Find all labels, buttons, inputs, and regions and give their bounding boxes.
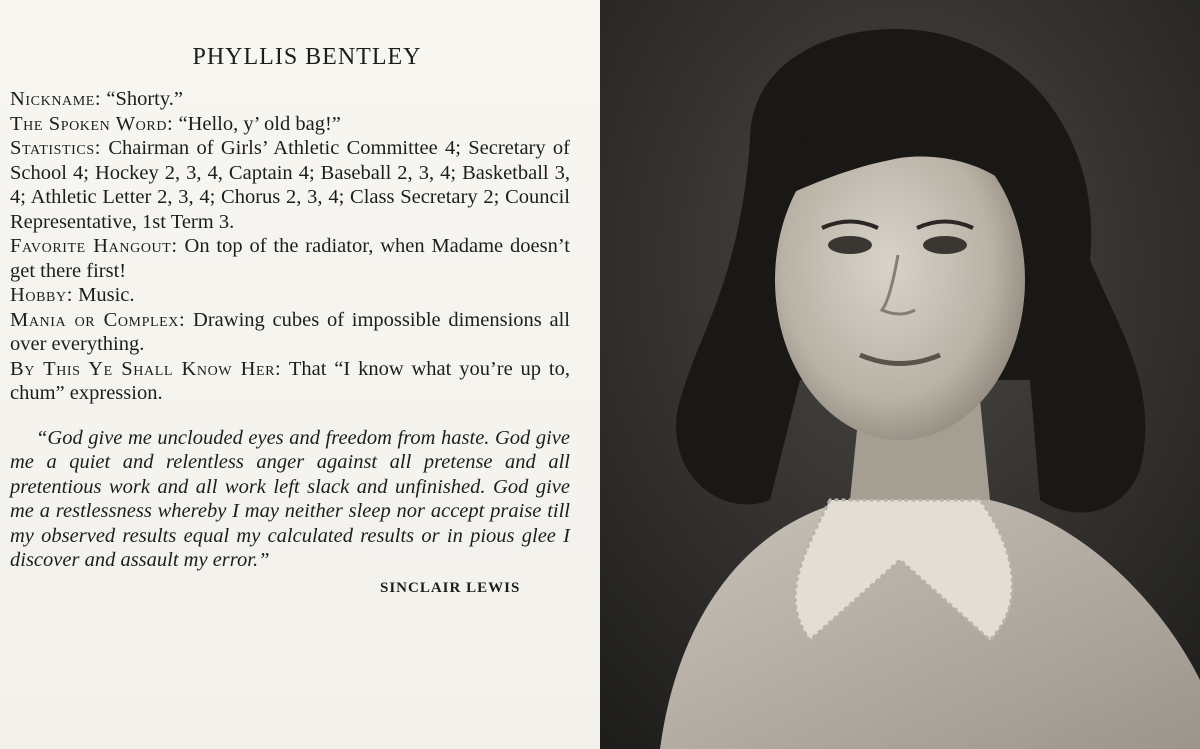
know-her-label: By This Ye Shall Know Her:: [10, 357, 282, 380]
mania-value: Drawing cubes of impossible dimensions all over everything.: [10, 308, 570, 355]
statistics-entry: [10, 136, 570, 234]
portrait-illustration: [600, 0, 1200, 749]
hobby-value: Music.: [73, 284, 135, 306]
spoken-word-value: “Hello, y’ old bag!”: [173, 112, 341, 135]
mania-entry: [10, 308, 570, 357]
know-her-entry: [10, 357, 570, 406]
hobby-label: Hobby:: [10, 284, 73, 306]
spoken-word-entry: [10, 112, 570, 137]
quote-author: SINCLAIR LEWIS: [380, 580, 521, 596]
hangout-value: On top of the radiator, when Madame doesn’t get there first!: [10, 235, 570, 282]
know-her-value: That “I know what you’re up to, chum” expression.: [10, 357, 570, 404]
nickname-entry: [10, 87, 570, 112]
nickname-value: “Shorty.”: [101, 88, 184, 110]
statistics-value: Chairman of Girls’ Athletic Committee 4; Secretary of School 4; Hockey 2, 3, 4, Captain 4; Baseball 2, 3, 4; Basketball 3, 4; Athletic Letter 2, 3, 4; Chorus 2, 3, 4; Class Secretary 2; Council Representative, 1st Term 3.: [10, 137, 570, 233]
hangout-label: Favorite Hangout:: [10, 235, 178, 257]
student-name: PHYLLIS BENTLEY: [192, 44, 422, 70]
hobby-entry: [10, 283, 570, 308]
portrait-photo: [600, 0, 1200, 749]
mania-label: Mania or Complex:: [10, 308, 186, 331]
nickname-label: Nickname:: [10, 88, 102, 110]
spoken-word-label: The Spoken Word:: [10, 112, 174, 135]
profile-text-column: [10, 44, 570, 573]
statistics-label: Statistics:: [10, 137, 102, 159]
hangout-entry: [10, 234, 570, 283]
quote-text: “God give me unclouded eyes and freedom from haste. God give me a quiet and relentless anger against all pretense and all pretentious work and all work left slack and unfinished. God give me a restlessness whereby I may neither sleep nor accept praise till my observed results equal my calculated results or in pious glee I discover and assault my error.”: [10, 426, 570, 571]
